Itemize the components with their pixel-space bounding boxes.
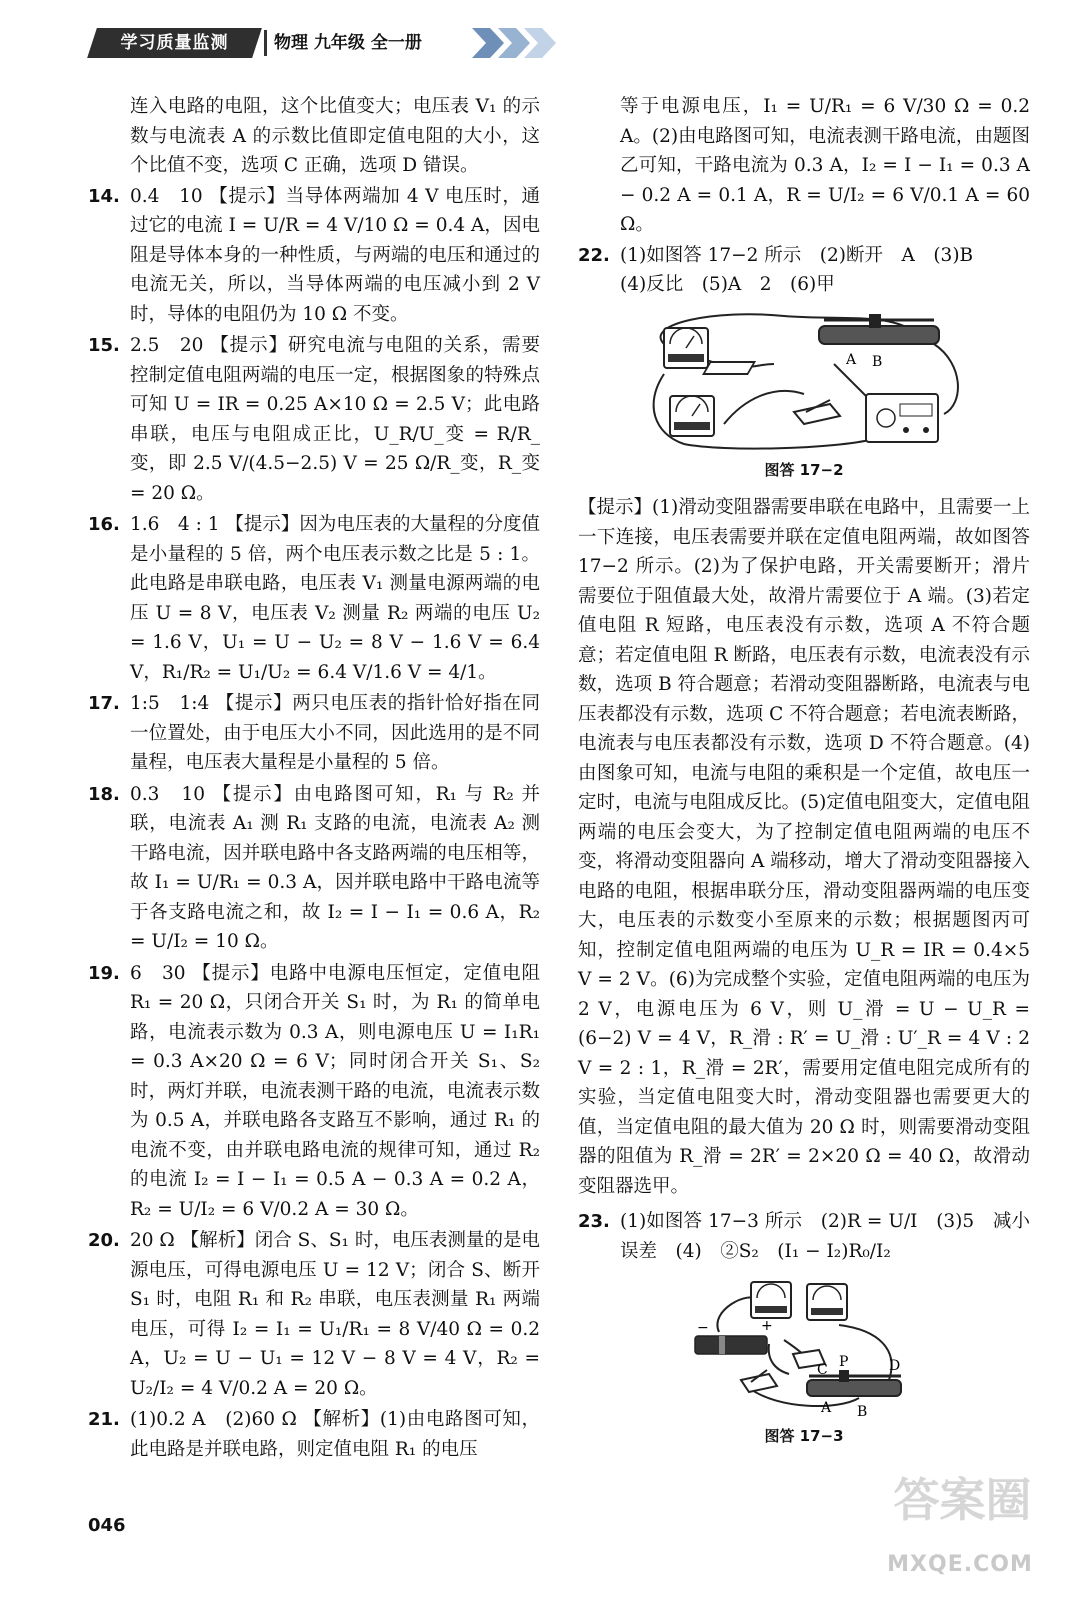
- watermark-logo-text: 答案圈: [893, 1473, 1032, 1527]
- battery-minus-label: −: [697, 1320, 709, 1336]
- rheostat-label-d: D: [889, 1358, 901, 1374]
- item-text: 1.6 4 : 1 【提示】因为电压表的大量程的分度值是小量程的 5 倍，两个电压表示数之比是 5 : 1。此电路是串联电路，电压表 V₁ 测量电源两端的电压 U = 8 V，电压表 V₂ 测量 R₂ 两端的电压 U₂ = 1.6 V，U₁ = U − U₂ = 8 V − 1.6 V = 6.4 V，R₁/R₂ = U₁/U₂ = 6.4 V/1.6 V = 4/1。: [130, 514, 540, 683]
- item-answer-cont: (4)反比 (5)A 2 (6)甲: [620, 274, 835, 295]
- answer-item-23: [578, 1207, 1030, 1266]
- rheostat-icon: [819, 314, 939, 370]
- item-text: 2.5 20 【提示】研究电流与电阻的关系，需要控制定值电阻两端的电压一定，根据图象的特殊点可知 U = IR = 0.25 A×10 Ω = 2.5 V；此电路串联，电压与电阻成正比，U_R/U_变 = R/R_变，即 2.5 V/(4.5−2.5) V = 25 Ω/R_变，R_变 = 20 Ω。: [130, 335, 540, 504]
- item-answer: (1)如图答 17−3 所示 (2)R = U/I (3)5 减小误差 (4) ②S₂ (I₁ − I₂)R₀/I₂: [620, 1211, 1030, 1262]
- watermark: [860, 1452, 1060, 1592]
- series-tag: [87, 28, 262, 58]
- answer-item-17: [88, 689, 540, 778]
- wire: [724, 390, 804, 423]
- item-number: 22.: [578, 244, 610, 266]
- item-number: 21.: [88, 1409, 120, 1430]
- ammeter-icon: [751, 1282, 791, 1318]
- chevron-arrows-icon: [472, 26, 602, 60]
- resistor-icon: [704, 362, 755, 374]
- rheostat-label-p: P: [839, 1354, 849, 1370]
- left-column: [88, 92, 540, 1466]
- figure-caption: 图答 17−2: [764, 460, 844, 479]
- switch-icon: [741, 1370, 777, 1392]
- answer-item-22: [578, 241, 1030, 300]
- answer-item-16: [88, 510, 540, 687]
- item-number: 17.: [88, 693, 120, 714]
- wire: [769, 1344, 789, 1374]
- switch-icon: [794, 400, 840, 424]
- answer-item-21: [88, 1405, 540, 1464]
- answer-item-20: [88, 1226, 540, 1403]
- continued-text: 连入电路的电阻，这个比值变大；电压表 V₁ 的示数与电流表 A 的示数比值即定值电阻的大小，这个比值不变，选项 C 正确，选项 D 错误。: [130, 96, 540, 176]
- circuit-figure-17-3: [689, 1270, 919, 1420]
- item-text: (1)0.2 A (2)60 Ω 【解析】(1)由电路图可知，此电路是并联电路，则定值电阻 R₁ 的电压: [130, 1409, 540, 1460]
- watermark-site: MXQE.COM: [887, 1552, 1033, 1577]
- item-text: 1:5 1:4 【提示】两只电压表的指针恰好指在同一位置处，由于电压大小不同，因此选用的是不同量程，电压表大量程是小量程的 5 倍。: [130, 693, 540, 773]
- item-text: 6 30 【提示】电路中电源电压恒定，定值电阻 R₁ = 20 Ω，只闭合开关 S₁ 时，为 R₁ 的简单电路，电流表示数为 0.3 A，则电源电压 U = I₁R₁ = 0.3 A×20 Ω = 6 V；同时闭合开关 S₁、S₂ 时，两灯并联，电流表测干路的电流，电流表示数为 0.5 A，并联电路各支路互不影响，通过 R₁ 的电流不变，由并联电路电流的规律可知，通过 R₂ 的电流 I₂ = I − I₁ = 0.5 A − 0.3 A = 0.2 A，R₂ = U/I₂ = 6 V/0.2 A = 30 Ω。: [130, 962, 540, 1220]
- rheostat-label-a: A: [846, 351, 857, 368]
- subject-label: 物理 九年级 全一册: [274, 33, 422, 53]
- hint-text: 【提示】(1)滑动变阻器需要串联在电路中，且需要一上一下连接，电压表需要并联在定值电阻两端，故如图答 17−2 所示。(2)为了保护电路，开关需要断开；滑片需要位于阻值最大处，故滑片需要位于 A 端。(3)若定值电阻 R 短路，电压表没有示数，选项 A 不符合题意；若定值电阻 R 断路，电压表有示数，电流表没有示数，选项 B 符合题意；若滑动变阻器断路，电流表与电压表都没有示数，选项 C 不符合题意；若电流表断路，电流表与电压表都没有示数，选项 D 不符合题意。(4)由图象可知，电流与电阻的乘积是一个定值，故电压一定时，电流与电阻成反比。(5)定值电阻变大，定值电阻两端的电压会变大，为了控制定值电阻两端的电压不变，将滑动变阻器向 A 端移动，增大了滑动变阻器接入电路的电阻，根据串联分压，滑动变阻器两端的电压变大，电压表的示数变小至原来的示数；根据题图丙可知，控制定值电阻两端的电压为 U_R = IR = 0.4×5 V = 2 V。(6)为完成整个实验，定值电阻两端的电压为 2 V，电源电压为 6 V，则 U_滑 = U − U_R = (6−2) V = 4 V，R_滑 : R′ = U_滑 : U′_R = 4 V : 2 V = 2 : 1，R_滑 = 2R′，需要用定值电阻完成所有的实验，当定值电阻变大时，滑动变阻器也需要更大的值，当定值电阻的最大值为 20 Ω 时，则需要滑动变阻器的阻值为 R_滑 = 2R′ = 2×20 Ω = 40 Ω，故滑动变阻器选甲。: [578, 497, 1030, 1197]
- item-number: 16.: [88, 514, 120, 535]
- page-number: 046: [88, 1515, 126, 1536]
- page-header: [92, 22, 522, 64]
- item-text: 20 Ω 【解析】闭合 S、S₁ 时，电压表测量的是电源电压，可得电源电压 U = 12 V；闭合 S、断开 S₁ 时，电阻 R₁ 和 R₂ 串联，电压表测量 R₁ 两端电压，可得 I₂ = I₁ = U₁/R₁ = 8 V/40 Ω = 0.2 A，U₂ = U − U₁ = 12 V − 8 V = 4 V，R₂ = U₂/I₂ = 4 V/0.2 A = 20 Ω。: [130, 1230, 540, 1399]
- battery-icon: [695, 1318, 773, 1354]
- circuit-figure-17-2: [634, 304, 974, 454]
- item-number: 15.: [88, 335, 120, 356]
- voltmeter-icon: [664, 328, 708, 368]
- voltmeter-icon: [807, 1284, 847, 1320]
- continued-text: 等于电源电压，I₁ = U/R₁ = 6 V/30 Ω = 0.2 A。(2)由电路图可知，电流表测干路电流，由题图乙可知，干路电流为 0.3 A，I₂ = I − I₁ = 0.3 A − 0.2 A = 0.1 A，R = U/I₂ = 6 V/0.1 A = 60 Ω。: [620, 96, 1030, 235]
- figure-caption: 图答 17−3: [764, 1427, 844, 1445]
- header-divider: [264, 30, 267, 56]
- right-column: [578, 92, 1030, 1460]
- item-number: 14.: [88, 185, 120, 207]
- rheostat-label-c: C: [817, 1362, 828, 1378]
- series-label: 学习质量监测: [120, 33, 229, 53]
- item-text: 0.4 10 【提示】当导体两端加 4 V 电压时，通过它的电流 I = U/R = 4 V/10 Ω = 0.4 A，因电阻是导体本身的一种性质，与两端的电压和通过的电流无关，所以，当导体两端的电压减小到 2 V 时，导体的电阻仍为 10 Ω 不变。: [130, 185, 540, 325]
- rheostat-icon: [807, 1354, 901, 1420]
- answer-item-15: [88, 331, 540, 508]
- rheostat-label-a: A: [821, 1400, 832, 1416]
- battery-plus-label: +: [761, 1318, 773, 1334]
- item-text: 0.3 10 【提示】由电路图可知，R₁ 与 R₂ 并联，电流表 A₁ 测 R₁ 支路的电流，电流表 A₂ 测干路电流，因并联电路中各支路两端的电压相等，故 I₁ = U/R₁ = 0.3 A，因并联电路中干路电流等于各支路电流之和，故 I₂ = I − I₁ = 0.6 A，R₂ = U/I₂ = 10 Ω。: [130, 783, 540, 952]
- item-number: 23.: [578, 1211, 610, 1232]
- answer-item-18: [88, 780, 540, 957]
- item-number: 20.: [88, 1230, 120, 1251]
- rheostat-label-b: B: [872, 353, 883, 370]
- item-number: 18.: [88, 783, 120, 805]
- item-number: 19.: [88, 962, 120, 984]
- power-supply-icon: [866, 394, 938, 442]
- answer-item-19: [88, 959, 540, 1225]
- answer-item-14: [88, 182, 540, 330]
- ammeter-icon: [670, 396, 714, 436]
- item-answer: (1)如图答 17−2 所示 (2)断开 A (3)B: [620, 244, 974, 266]
- rheostat-label-b: B: [857, 1404, 868, 1420]
